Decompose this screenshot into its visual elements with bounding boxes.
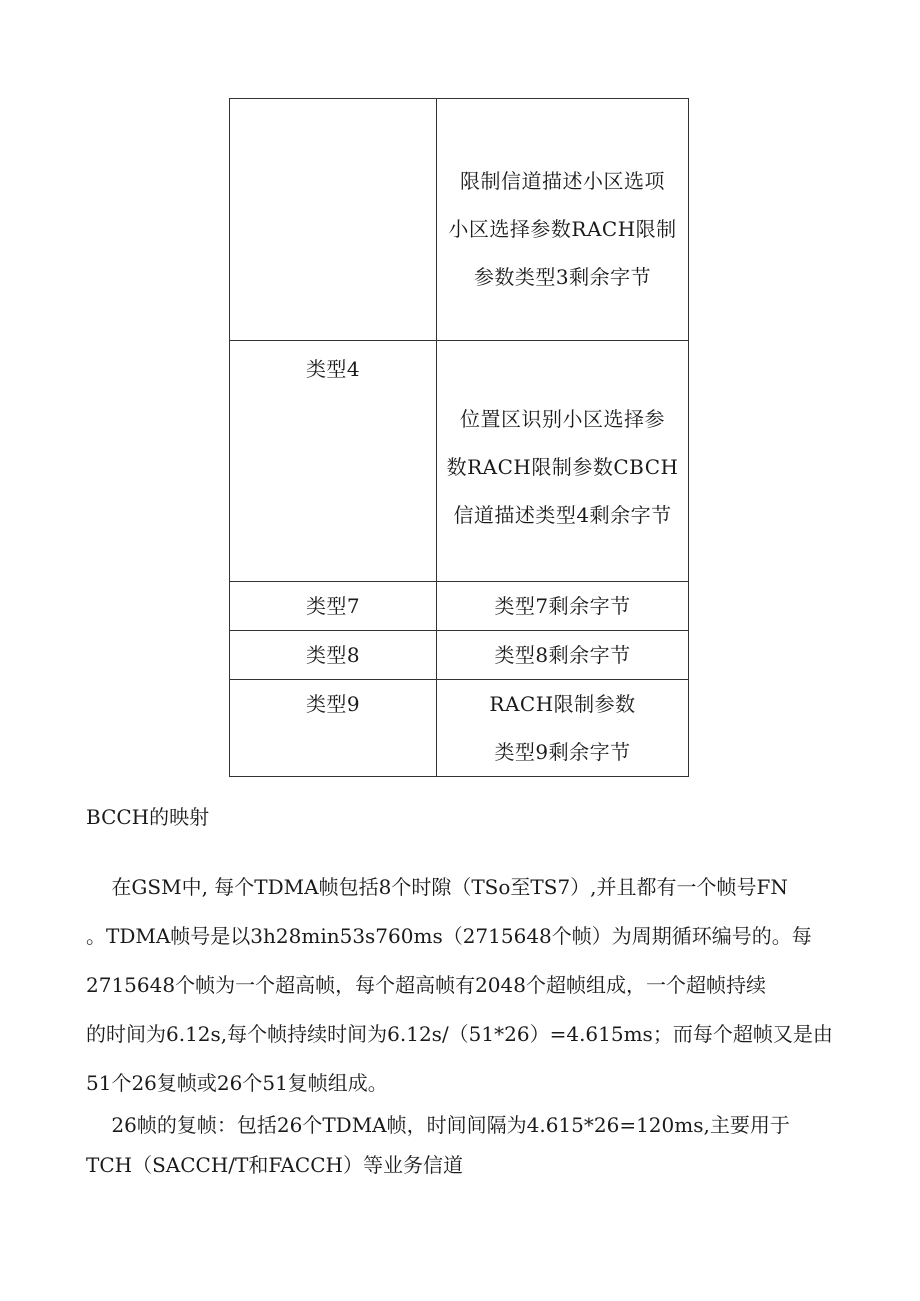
paragraph-line: 2715648个帧为一个超高帧，每个超高帧有2048个超帧组成，一个超帧持续	[86, 973, 766, 997]
paragraph	[86, 1105, 790, 1185]
system-info-table	[229, 98, 689, 777]
type-cell	[230, 631, 437, 680]
type-label: 类型7	[305, 594, 361, 618]
content-line: 类型7剩余字节	[494, 594, 631, 618]
paragraph-line: 51个26复帧或26个51复帧组成。	[86, 1071, 388, 1095]
type-label: 类型4	[305, 357, 361, 381]
paragraph	[86, 863, 833, 1108]
content-cell	[437, 99, 689, 341]
table-row	[230, 680, 689, 777]
content-line: 小区选择参数RACH限制	[448, 217, 677, 241]
content-cell	[437, 341, 689, 582]
table-row	[230, 341, 689, 582]
paragraph-line: 。TDMA帧号是以3h28min53s760ms（2715648个帧）为周期循环编号的。每	[86, 924, 812, 948]
content-line: 信道描述类型4剩余字节	[453, 503, 672, 527]
content-line: 位置区识别小区选择参	[460, 407, 666, 431]
content-cell	[437, 680, 689, 777]
paragraph-line: 在GSM中, 每个TDMA帧包括8个时隙（TSo至TS7）,并且都有一个帧号FN	[86, 875, 788, 899]
paragraph-line: 的时间为6.12s,每个帧持续时间为6.12s∕（51*26）=4.615ms；而每个超帧又是由	[86, 1022, 833, 1046]
content-cell	[437, 631, 689, 680]
type-label: 类型9	[305, 692, 361, 716]
section-heading: BCCH的映射	[86, 805, 210, 829]
table-row	[230, 631, 689, 680]
content-line: 数RACH限制参数CBCH	[446, 455, 679, 479]
type-cell	[230, 680, 437, 777]
content-line: 限制信道描述小区选项	[460, 169, 666, 193]
content-line: 类型9剩余字节	[494, 740, 631, 764]
type-cell	[230, 582, 437, 631]
content-line: 参数类型3剩余字节	[473, 265, 652, 289]
table-row	[230, 582, 689, 631]
paragraph-line: 26帧的复帧：包括26个TDMA帧，时间间隔为4.615*26=120ms,主要用于	[86, 1113, 790, 1137]
content-line: 类型8剩余字节	[494, 643, 631, 667]
table-row	[230, 99, 689, 341]
type-label: 类型8	[305, 643, 361, 667]
content-cell	[437, 582, 689, 631]
type-cell	[230, 341, 437, 582]
type-cell	[230, 99, 437, 341]
content-line: RACH限制参数	[489, 692, 636, 716]
paragraph-line: TCH（SACCH/T和FACCH）等业务信道	[86, 1153, 463, 1177]
